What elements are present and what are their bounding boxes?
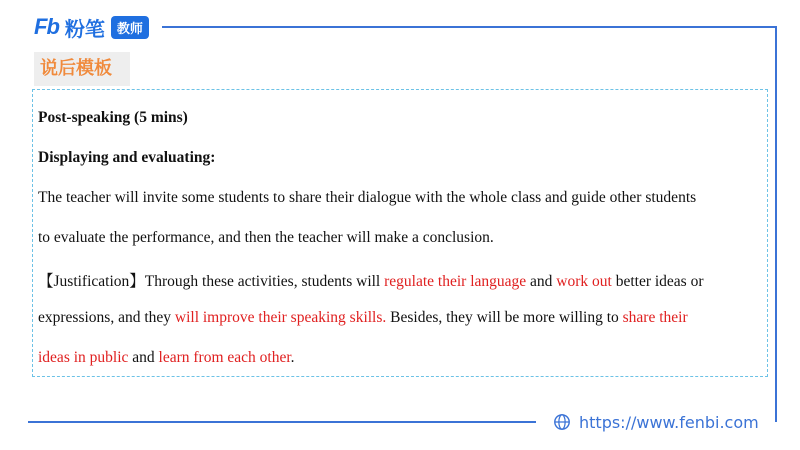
highlight-speaking-skills: will improve their speaking skills.: [174, 309, 387, 326]
highlight-share-their: share their: [622, 309, 688, 326]
bottom-border-line: [28, 421, 536, 423]
paragraph-line-1: The teacher will invite some students to share their dialogue with the whole class and guide other students: [38, 189, 697, 206]
justification-text: .: [290, 349, 295, 366]
justification-line-3: [38, 349, 295, 367]
globe-icon: [553, 413, 571, 431]
section-title: 说后模板: [34, 52, 130, 86]
logo-mark: Fb: [34, 14, 59, 39]
right-border-line: [775, 26, 777, 422]
justification-text: better ideas or: [611, 273, 704, 290]
website-url[interactable]: https://www.fenbi.com: [579, 412, 759, 432]
highlight-learn-from-each-other: learn from each other: [158, 349, 291, 366]
top-border-line: [162, 26, 776, 28]
highlight-ideas-in-public: ideas in public: [38, 349, 129, 366]
heading-post-speaking: Post-speaking (5 mins): [38, 109, 188, 126]
justification-text: and: [526, 273, 557, 290]
paragraph-line-2: to evaluate the performance, and then the teacher will make a conclusion.: [38, 229, 494, 246]
justification-text: Besides, they will be more willing to: [386, 309, 623, 326]
highlight-work-out: work out: [556, 273, 612, 290]
justification-line-1: [38, 269, 704, 291]
fenbi-logo: [34, 14, 149, 40]
justification-text: and: [128, 349, 159, 366]
justification-text: expressions, and they: [38, 309, 175, 326]
website-link[interactable]: [553, 410, 759, 434]
heading-displaying: Displaying and evaluating:: [38, 149, 216, 166]
justification-line-2: [38, 309, 688, 327]
logo-badge: 教师: [111, 16, 149, 39]
logo-name: 粉笔: [64, 16, 105, 41]
highlight-regulate-language: regulate their language: [384, 273, 527, 290]
justification-text: 【Justification】Through these activities, students will: [38, 273, 385, 290]
